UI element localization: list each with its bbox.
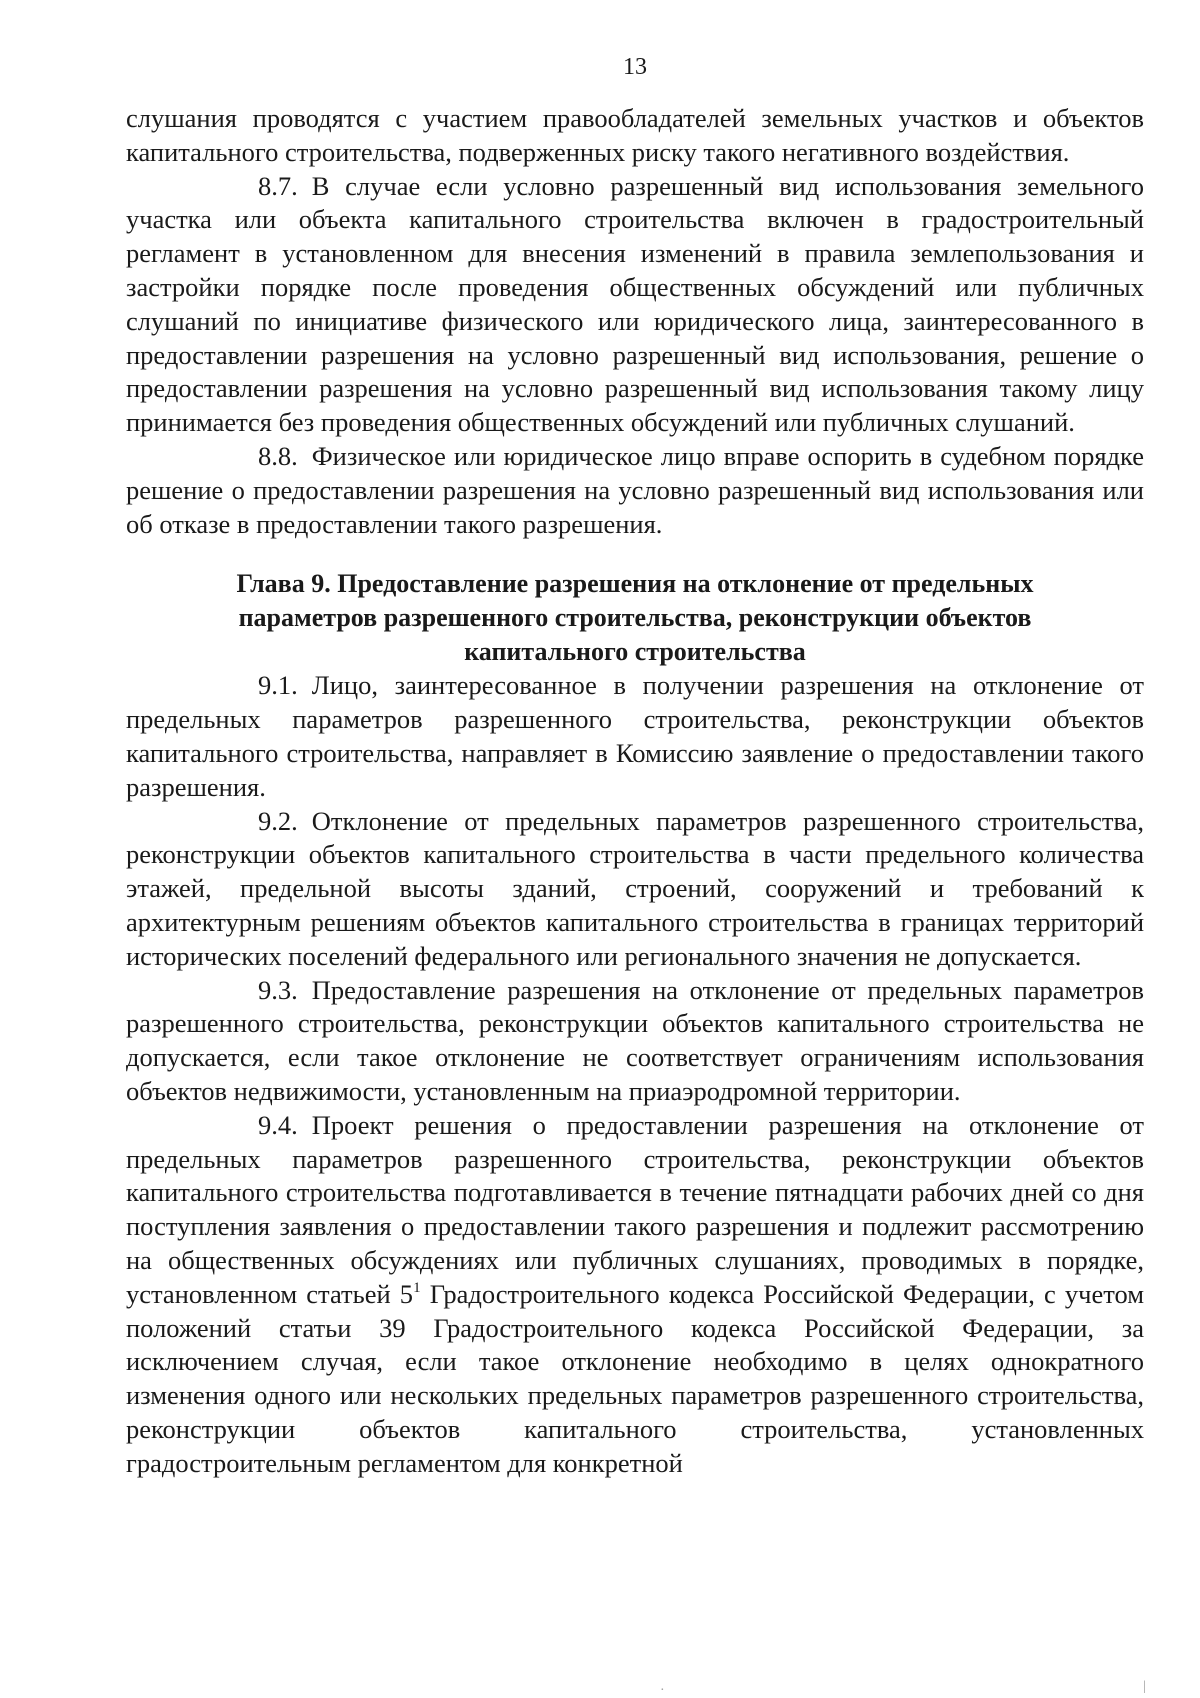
paragraph-text: В случае если условно разрешенный вид использования земельного участка или объекта капитального строительства включен в градостроительный регламент в установленном для внесения изменений в правила землепользования и застройки порядке после проведения общественных обсуждений или публичных слушаний по инициативе физического или юридического лица, заинтересованного в предоставлении разрешения на условно разрешенный вид использования, решение о предоставлении разрешения на условно разрешенный вид использования такому лицу принимается без проведения общественных обсуждений или публичных слушаний. [126, 170, 1144, 438]
scan-artifact: | [1143, 1679, 1146, 1694]
paragraph-number: 9.4. [258, 1109, 298, 1140]
scan-artifact: · [660, 1683, 665, 1698]
paragraph-8-8 [126, 440, 1144, 541]
paragraph-text: Отклонение от предельных параметров разрешенного строительства, реконструкции объектов капитального строительства в части предельного количества этажей, предельной высоты зданий, строений, сооружений и требований к архитектурным решениям объектов капитального строительства в границах территорий исторических поселений федерального или регионального значения не допускается. [126, 805, 1144, 971]
chapter-heading-line: параметров разрешенного строительства, реконструкции объектов [238, 603, 1032, 633]
paragraph-number: 9.2. [258, 805, 298, 836]
paragraph-number: 8.8. [258, 440, 298, 471]
paragraph-text: Предоставление разрешения на отклонение от предельных параметров разрешенного строительства, реконструкции объектов капитального строительства не допускается, если такое отклонение не соответствует ограничениям использования объектов недвижимости, установленным на приаэродромной территории. [126, 974, 1144, 1106]
chapter-heading-line: капитального строительства [464, 637, 806, 667]
paragraph-text: Проект решения о предоставлении разрешения на отклонение от предельных параметров разрешенного строительства, реконструкции объектов капитального строительства подготавливается в течение пятнадцати рабочих дней со дня поступления заявления о предоставлении такого разрешения и подлежит рассмотрению на общественных обсуждениях или публичных слушаниях, проводимых в порядке, установленном статьей 5 [126, 1109, 1144, 1309]
paragraph-text: Физическое или юридическое лицо вправе оспорить в судебном порядке решение о предоставлении разрешения на условно разрешенный вид использования или об отказе в предоставлении такого разрешения. [126, 440, 1144, 539]
page-content [126, 52, 1144, 1480]
paragraph-number: 9.1. [258, 670, 298, 701]
paragraph-8-7 [126, 170, 1144, 440]
paragraph-9-4 [126, 1109, 1144, 1481]
paragraph-9-1 [126, 669, 1144, 804]
paragraph-number: 8.7. [258, 170, 298, 201]
paragraph-text: Градостроительного кодекса Российской Федерации, с учетом положений статьи 39 Градостроительного кодекса Российской Федерации, за исключением случая, если такое отклонение необходимо в целях однократного изменения одного или нескольких предельных параметров разрешенного строительства, реконструкции объектов капитального строительства, установленных градостроительным регламентом для конкретной [126, 1278, 1144, 1478]
superscript-index: 1 [413, 1279, 421, 1296]
paragraph-text: Лицо, заинтересованное в получении разрешения на отклонение от предельных параметров разрешенного строительства, реконструкции объектов капитального строительства, направляет в Комиссию заявление о предоставлении такого разрешения. [126, 670, 1144, 802]
chapter-heading-line: Глава 9. Предоставление разрешения на отклонение от предельных [236, 569, 1034, 599]
paragraph-9-3 [126, 974, 1144, 1109]
paragraph-number: 9.3. [258, 974, 298, 1005]
page-number: 13 [623, 54, 647, 80]
chapter-heading [126, 567, 1144, 669]
paragraph-9-2 [126, 805, 1144, 974]
paragraph-intro: слушания проводятся с участием правообладателей земельных участков и объектов капитального строительства, подверженных риску такого негативного воздействия. [126, 103, 1144, 167]
